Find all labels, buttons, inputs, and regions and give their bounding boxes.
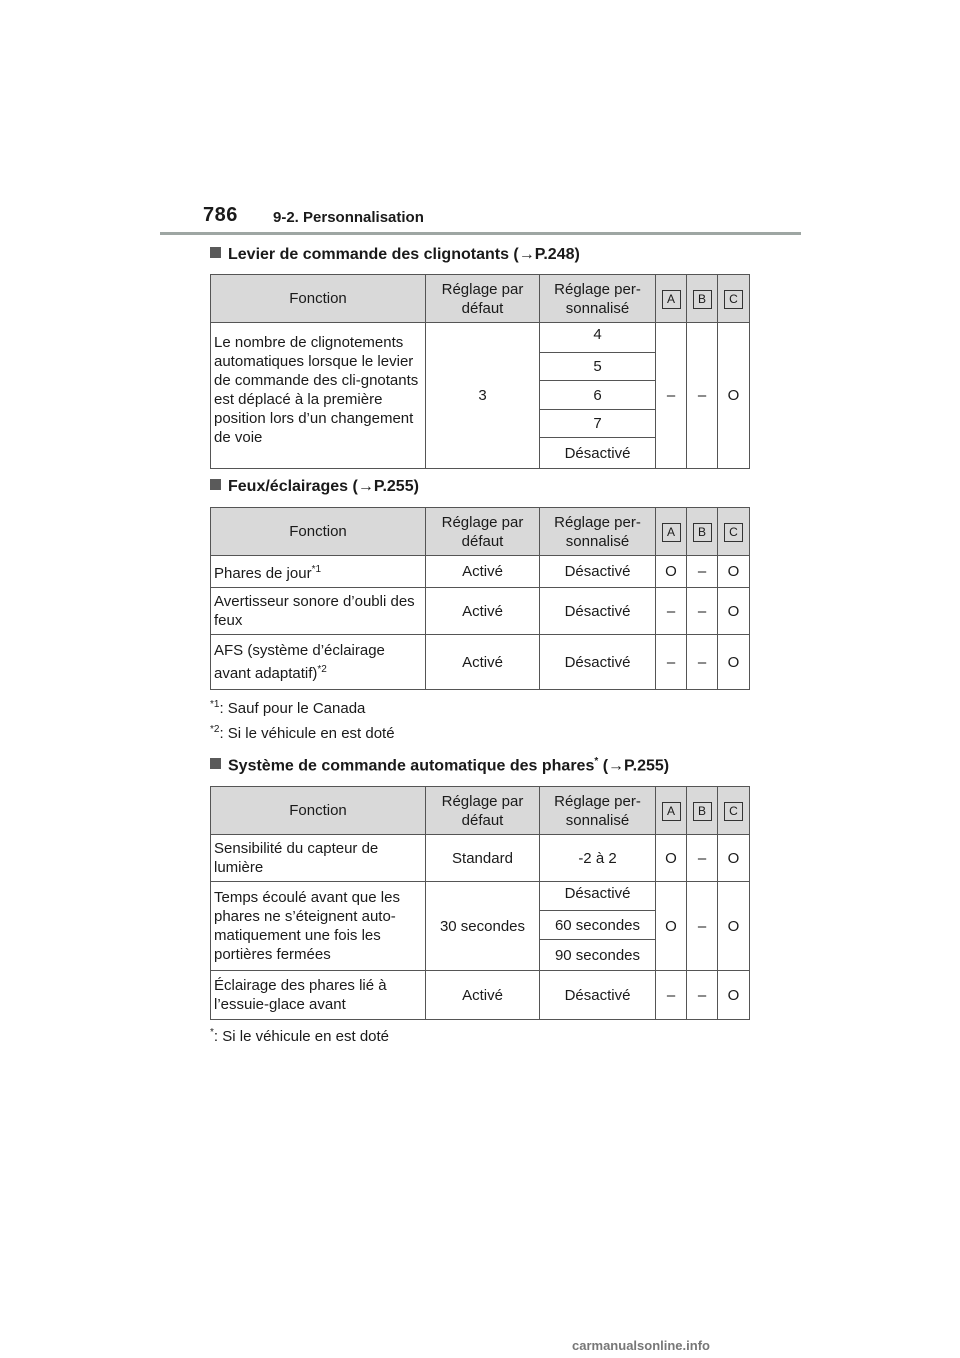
cell-b: – bbox=[687, 882, 718, 971]
letter-box-b: B bbox=[693, 802, 712, 821]
table-row bbox=[211, 635, 750, 690]
cell-c: O bbox=[718, 971, 750, 1020]
table-row bbox=[211, 323, 750, 353]
col-header-function: Fonction bbox=[211, 508, 426, 556]
col-header-c bbox=[718, 275, 750, 323]
letter-box-b: B bbox=[693, 290, 712, 309]
arrow-icon: → bbox=[608, 757, 625, 775]
col-header-b bbox=[687, 508, 718, 556]
col-header-default: Réglage par défaut bbox=[426, 787, 540, 835]
heading-turn-signal: Levier de commande des clignotants (→P.248) bbox=[210, 246, 580, 264]
section-title: 9-2. Personnalisation bbox=[273, 209, 424, 226]
custom-cell: Désactivé bbox=[540, 438, 656, 469]
custom-cell: 6 bbox=[540, 381, 656, 410]
page-reference[interactable]: P.255) bbox=[373, 478, 419, 495]
footnote-2: $^{*2}$: Si le véhicule en est doté bbox=[210, 724, 395, 742]
table-header-row bbox=[211, 508, 750, 556]
table-row bbox=[211, 882, 750, 911]
default-cell: Activé bbox=[426, 635, 540, 690]
cell-c: O bbox=[718, 882, 750, 971]
table-header-row bbox=[211, 787, 750, 835]
function-cell: Avertisseur sonore d’oubli des feux bbox=[211, 588, 426, 635]
col-header-default: Réglage par défaut bbox=[426, 508, 540, 556]
cell-b: – bbox=[687, 588, 718, 635]
col-header-function: Fonction bbox=[211, 275, 426, 323]
default-cell: Activé bbox=[426, 588, 540, 635]
cell-c: O bbox=[718, 323, 750, 469]
letter-box-a: A bbox=[662, 523, 681, 542]
function-cell: Éclairage des phares lié à l’essuie-glace avant bbox=[211, 971, 426, 1020]
footnote-marker: *2 bbox=[317, 664, 327, 675]
cell-a: O bbox=[656, 835, 687, 882]
cell-c: O bbox=[718, 588, 750, 635]
table-row bbox=[211, 556, 750, 588]
custom-cell: 60 secondes bbox=[540, 911, 656, 940]
square-bullet-icon bbox=[210, 758, 221, 769]
col-header-b bbox=[687, 787, 718, 835]
col-header-default: Réglage par défaut bbox=[426, 275, 540, 323]
square-bullet-icon bbox=[210, 479, 221, 490]
default-cell: Activé bbox=[426, 971, 540, 1020]
page-reference[interactable]: P.248) bbox=[534, 246, 580, 263]
col-header-custom: Réglage per-sonnalisé bbox=[540, 275, 656, 323]
letter-box-b: B bbox=[693, 523, 712, 542]
custom-cell: Désactivé bbox=[540, 882, 656, 911]
cell-c: O bbox=[718, 635, 750, 690]
col-header-b bbox=[687, 275, 718, 323]
default-cell: Activé bbox=[426, 556, 540, 588]
table-row bbox=[211, 835, 750, 882]
cell-c: O bbox=[718, 556, 750, 588]
cell-b: – bbox=[687, 635, 718, 690]
col-header-custom: Réglage per-sonnalisé bbox=[540, 787, 656, 835]
lights-table bbox=[210, 507, 750, 690]
cell-a: O bbox=[656, 556, 687, 588]
arrow-icon: → bbox=[518, 246, 535, 263]
arrow-icon: → bbox=[357, 478, 374, 495]
cell-a: – bbox=[656, 635, 687, 690]
function-cell: AFS (système d’éclairage avant adaptatif)$^{*2}$ bbox=[211, 635, 426, 690]
table-row bbox=[211, 588, 750, 635]
function-cell: Sensibilité du capteur de lumière bbox=[211, 835, 426, 882]
default-cell: Standard bbox=[426, 835, 540, 882]
cell-b: – bbox=[687, 323, 718, 469]
custom-cell: 7 bbox=[540, 410, 656, 438]
page-reference[interactable]: P.255) bbox=[624, 757, 670, 775]
letter-box-a: A bbox=[662, 802, 681, 821]
col-header-a bbox=[656, 275, 687, 323]
function-cell: Phares de jour$^{*1}$ bbox=[211, 556, 426, 588]
footnote-marker: *1 bbox=[311, 564, 322, 575]
page-number: 786 bbox=[203, 204, 238, 226]
custom-cell: Désactivé bbox=[540, 635, 656, 690]
custom-cell: 5 bbox=[540, 353, 656, 381]
col-header-custom: Réglage per-sonnalisé bbox=[540, 508, 656, 556]
custom-cell: Désactivé bbox=[540, 971, 656, 1020]
col-header-function: Fonction bbox=[211, 787, 426, 835]
table-header-row bbox=[211, 275, 750, 323]
default-cell: 3 bbox=[426, 323, 540, 469]
cell-c: O bbox=[718, 835, 750, 882]
cell-b: – bbox=[687, 835, 718, 882]
function-cell: Le nombre de clignotements automatiques lorsque le levier de commande des cli-gnotants est déplacé à la première position lors d’un changement de voie bbox=[211, 323, 426, 469]
col-header-a bbox=[656, 787, 687, 835]
cell-a: – bbox=[656, 323, 687, 469]
letter-box-a: A bbox=[662, 290, 681, 309]
turn-signal-table bbox=[210, 274, 750, 469]
table-row bbox=[211, 971, 750, 1020]
letter-box-c: C bbox=[724, 290, 743, 309]
custom-cell: Désactivé bbox=[540, 588, 656, 635]
custom-cell: 90 secondes bbox=[540, 940, 656, 971]
heading-lights: Feux/éclairages (→P.255) bbox=[210, 478, 419, 496]
watermark: carmanualsonline.info bbox=[572, 1338, 710, 1353]
cell-a: O bbox=[656, 882, 687, 971]
col-header-c bbox=[718, 787, 750, 835]
auto-headlights-table bbox=[210, 786, 750, 1020]
cell-b: – bbox=[687, 971, 718, 1020]
footnote-star: *: Si le véhicule en est doté bbox=[210, 1027, 390, 1045]
heading-auto-headlights: Système de commande automatique des phares* (→P.255) bbox=[210, 756, 669, 775]
function-cell: Temps écoulé avant que les phares ne s’éteignent auto-matiquement une fois les portières fermées bbox=[211, 882, 426, 971]
cell-a: – bbox=[656, 588, 687, 635]
default-cell: 30 secondes bbox=[426, 882, 540, 971]
col-header-c bbox=[718, 508, 750, 556]
square-bullet-icon bbox=[210, 247, 221, 258]
footnote-1: $^{*1}$: Sauf pour le Canada bbox=[210, 699, 366, 717]
custom-cell: -2 à 2 bbox=[540, 835, 656, 882]
cell-a: – bbox=[656, 971, 687, 1020]
custom-cell: Désactivé bbox=[540, 556, 656, 588]
col-header-a bbox=[656, 508, 687, 556]
letter-box-c: C bbox=[724, 802, 743, 821]
custom-cell: 4 bbox=[540, 323, 656, 353]
letter-box-c: C bbox=[724, 523, 743, 542]
header-rule bbox=[160, 232, 801, 235]
cell-b: – bbox=[687, 556, 718, 588]
